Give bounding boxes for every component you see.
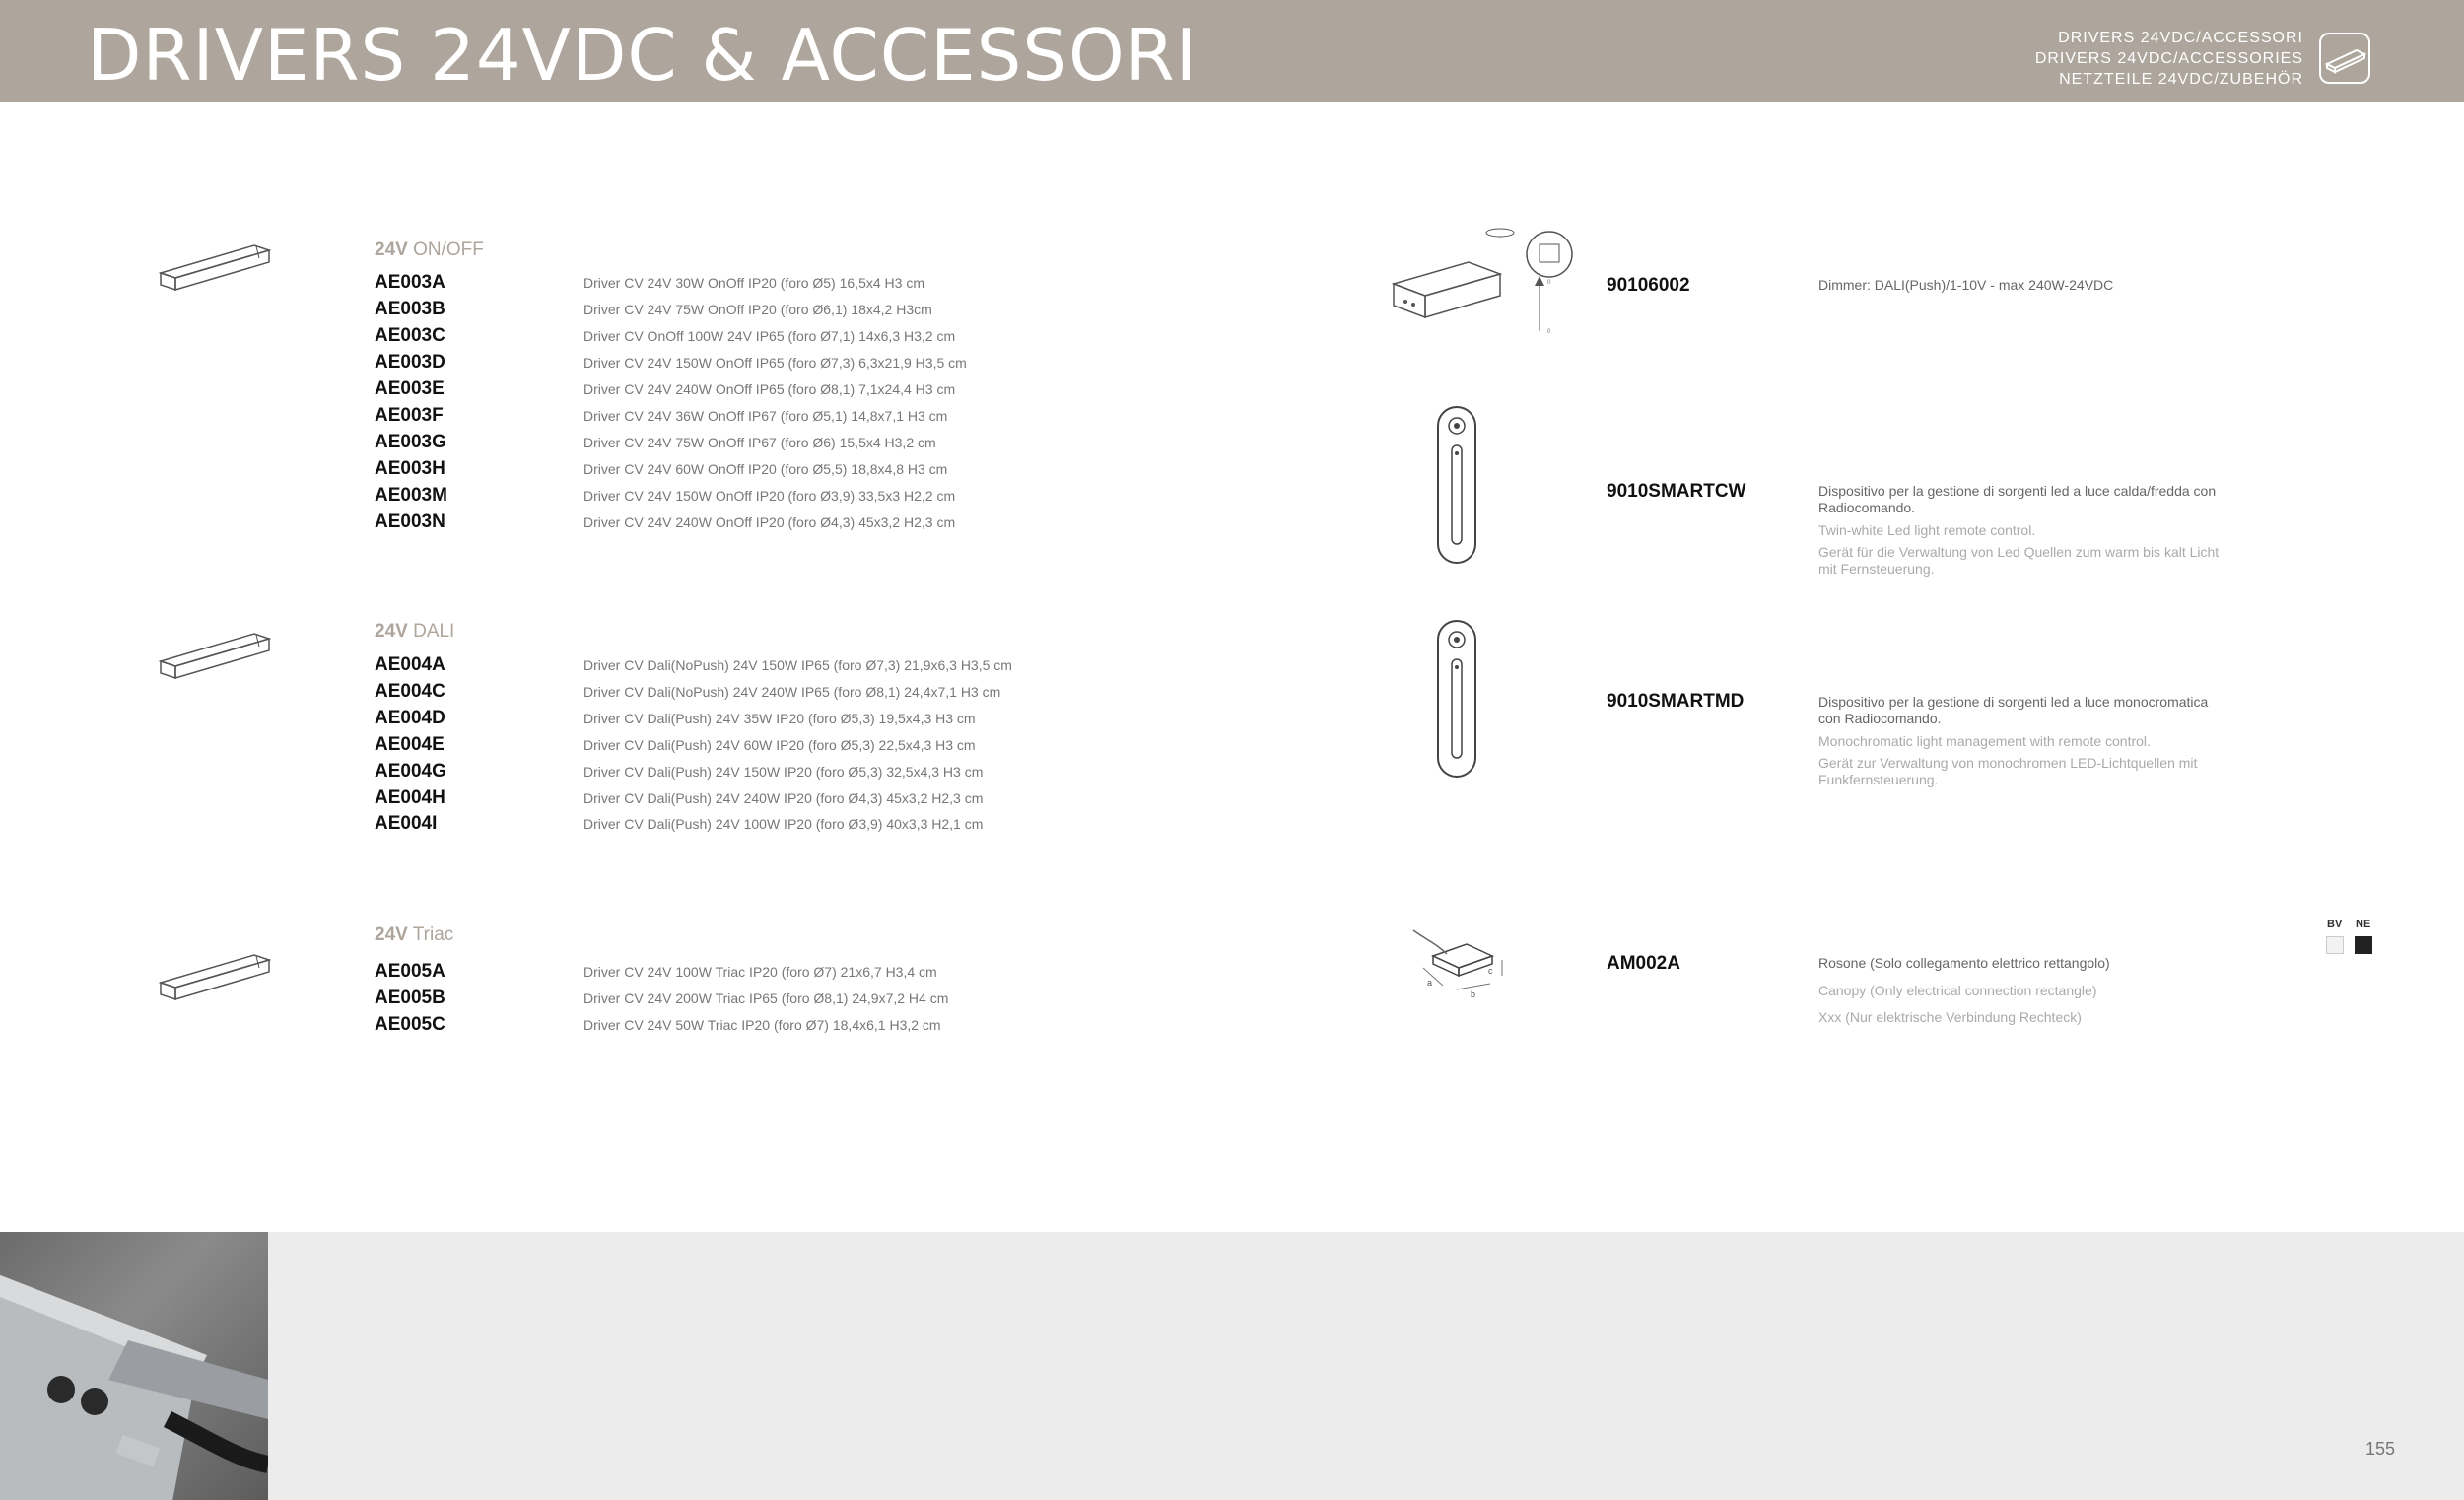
product-desc: Driver CV Dali(NoPush) 24V 240W IP65 (foro Ø8,1) 24,4x7,1 H3 cm	[583, 684, 1001, 700]
svg-text:a: a	[1427, 978, 1433, 988]
product-desc: Driver CV Dali(Push) 24V 60W IP20 (foro Ø5,3) 22,5x4,3 H3 cm	[583, 737, 976, 753]
swatch-ne	[2355, 936, 2372, 954]
page-header	[0, 0, 2464, 102]
section-title-dali: 24V DALI	[375, 621, 455, 642]
product-desc: Driver CV 24V 100W Triac IP20 (foro Ø7) 21x6,7 H3,4 cm	[583, 964, 937, 980]
product-code: AE005A	[375, 961, 445, 982]
product-code: AE003H	[375, 458, 445, 479]
swatch-label-bv: BV	[2327, 919, 2343, 930]
svg-text:c: c	[1488, 966, 1493, 976]
product-desc: Driver CV Dali(Push) 24V 35W IP20 (foro Ø5,3) 19,5x4,3 H3 cm	[583, 711, 976, 726]
product-desc: Driver CV Dali(NoPush) 24V 150W IP65 (foro Ø7,3) 21,9x6,3 H3,5 cm	[583, 657, 1012, 673]
product-desc: Driver CV Dali(Push) 24V 240W IP20 (foro Ø4,3) 45x3,2 H2,3 cm	[583, 790, 984, 806]
product-code: AE003F	[375, 405, 444, 426]
section-title-triac: 24V Triac	[375, 924, 454, 945]
accessory-code: AM002A	[1607, 953, 1680, 974]
product-code: AE004D	[375, 708, 445, 728]
accessory-desc-en: Monochromatic light management with remote control.	[1818, 733, 2151, 749]
accessory-desc-en: Canopy (Only electrical connection rectangle)	[1818, 983, 2097, 998]
svg-text:0: 0	[1547, 280, 1551, 286]
header-subtitles	[2035, 28, 2303, 90]
product-desc: Driver CV 24V 50W Triac IP20 (foro Ø7) 18,4x6,1 H3,2 cm	[583, 1017, 941, 1033]
product-code: AE003M	[375, 485, 447, 506]
product-code: AE003C	[375, 325, 445, 346]
section-title-onoff: 24V ON/OFF	[375, 239, 484, 260]
svg-text:b: b	[1471, 989, 1476, 999]
subtitle-it: DRIVERS 24VDC/ACCESSORI	[2058, 30, 2303, 46]
driver-box-icon	[2319, 33, 2370, 84]
accessory-desc-en: Twin-white Led light remote control.	[1818, 522, 2036, 538]
footer-band	[0, 1232, 2464, 1500]
product-desc: Driver CV Dali(Push) 24V 150W IP20 (foro Ø5,3) 32,5x4,3 H3 cm	[583, 764, 984, 780]
product-desc: Driver CV 24V 150W OnOff IP65 (foro Ø7,3) 6,3x21,9 H3,5 cm	[583, 355, 967, 371]
product-code: AE004E	[375, 734, 445, 755]
subtitle-de: NETZTEILE 24VDC/ZUBEHÖR	[2059, 71, 2303, 88]
remote-md-drawing-icon	[1435, 618, 1478, 781]
swatch-label-ne: NE	[2356, 919, 2371, 930]
product-code: AE005C	[375, 1014, 445, 1035]
swatch-bv	[2326, 936, 2344, 954]
accessory-code: 9010SMARTMD	[1607, 691, 1745, 712]
product-code: AE004A	[375, 654, 445, 675]
canopy-drawing-icon	[1407, 926, 1516, 1005]
accessory-desc: Dispositivo per la gestione di sorgenti led a luce monocromatica con Radiocomando.	[1818, 694, 2209, 726]
product-code: AE004C	[375, 681, 445, 702]
product-desc: Driver CV 24V 75W OnOff IP20 (foro Ø6,1) 18x4,2 H3cm	[583, 302, 932, 317]
accessory-desc-de: Gerät zur Verwaltung von monochromen LED-Lichtquellen mit Funkfernsteuerung.	[1818, 755, 2198, 787]
product-code: AE004I	[375, 813, 438, 834]
accessory-desc-de: Gerät für die Verwaltung von Led Quellen zum warm bis kalt Licht mit Fernsteuerung.	[1818, 544, 2220, 577]
product-desc: Driver CV 24V 75W OnOff IP67 (foro Ø6) 15,5x4 H3,2 cm	[583, 435, 936, 450]
accessory-desc: Dimmer: DALI(Push)/1-10V - max 240W-24VDC	[1818, 277, 2114, 293]
accessory-desc-de: Xxx (Nur elektrische Verbindung Rechteck)	[1818, 1009, 2082, 1025]
product-desc: Driver CV OnOff 100W 24V IP65 (foro Ø7,1) 14x6,3 H3,2 cm	[583, 328, 956, 344]
product-code: AE003E	[375, 378, 445, 399]
accessory-desc: Dispositivo per la gestione di sorgenti led a luce calda/fredda con Radiocomando.	[1818, 483, 2217, 515]
svg-text:0: 0	[1547, 329, 1551, 335]
driver-photo	[0, 1232, 268, 1500]
product-code: AE005B	[375, 988, 445, 1008]
remote-cw-drawing-icon	[1435, 404, 1478, 567]
driver-onoff-drawing-icon	[156, 239, 274, 298]
product-code: AE004G	[375, 761, 446, 782]
product-desc: Driver CV 24V 240W OnOff IP65 (foro Ø8,1) 7,1x24,4 H3 cm	[583, 381, 956, 397]
product-desc: Driver CV Dali(Push) 24V 100W IP20 (foro Ø3,9) 40x3,3 H2,1 cm	[583, 816, 984, 832]
product-desc: Driver CV 24V 36W OnOff IP67 (foro Ø5,1) 14,8x7,1 H3 cm	[583, 408, 948, 424]
dimmer-drawing-icon	[1390, 225, 1587, 348]
product-desc: Driver CV 24V 240W OnOff IP20 (foro Ø4,3) 45x3,2 H2,3 cm	[583, 514, 956, 530]
accessory-desc: Rosone (Solo collegamento elettrico rettangolo)	[1818, 955, 2110, 971]
page-number: 155	[2365, 1439, 2396, 1459]
product-code: AE003N	[375, 511, 445, 532]
product-code: AE003G	[375, 432, 446, 452]
page-title: DRIVERS 24VDC & ACCESSORI	[87, 14, 1198, 97]
accessory-code: 90106002	[1607, 275, 1690, 296]
product-code: AE003D	[375, 352, 445, 373]
driver-triac-drawing-icon	[156, 948, 274, 1007]
product-desc: Driver CV 24V 60W OnOff IP20 (foro Ø5,5) 18,8x4,8 H3 cm	[583, 461, 948, 477]
driver-dali-drawing-icon	[156, 627, 274, 686]
product-code: AE003B	[375, 299, 445, 319]
product-desc: Driver CV 24V 200W Triac IP65 (foro Ø8,1) 24,9x7,2 H4 cm	[583, 990, 949, 1006]
subtitle-en: DRIVERS 24VDC/ACCESSORIES	[2034, 50, 2303, 67]
product-desc: Driver CV 24V 30W OnOff IP20 (foro Ø5) 16,5x4 H3 cm	[583, 275, 924, 291]
product-code: AE004H	[375, 787, 445, 808]
product-code: AE003A	[375, 272, 445, 293]
product-desc: Driver CV 24V 150W OnOff IP20 (foro Ø3,9) 33,5x3 H2,2 cm	[583, 488, 956, 504]
accessory-code: 9010SMARTCW	[1607, 481, 1746, 502]
